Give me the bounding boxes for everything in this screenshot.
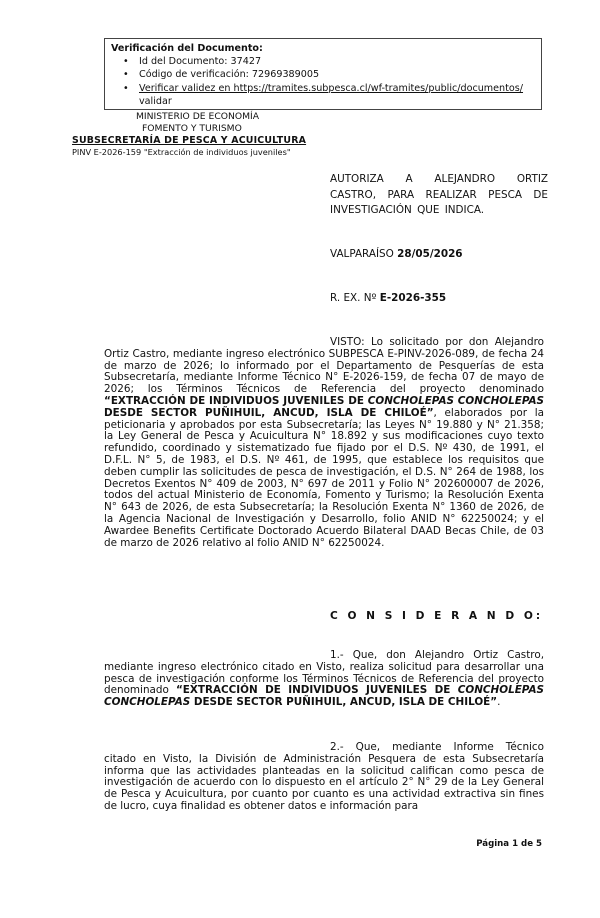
c1-title-c: DESDE SECTOR PUÑIHUIL, ANCUD, ISLA DE CHILOÉ”: [190, 696, 498, 709]
visto-paragraph: [104, 337, 544, 549]
verification-link[interactable]: • Verificar validez en https://tramites.subpesca.cl/wf-tramites/public/documentos/: [139, 82, 541, 95]
verification-item-code: • Código de verificación: 72969389005: [139, 68, 541, 81]
considerando-heading: C O N S I D E R A N D O:: [330, 610, 544, 622]
visto-text-2: , elaborados por la peticionaria y aprobados por esta Subsecretaría; las Leyes N° 19.880 y N° 21.358; la Ley General de Pesca y Acuicultura N° 18.892 y sus modificaciones cuyo texto refundido, coordinado y sistematizado fue fijado por el D.S. Nº 430, de 1991, el D.F.L. N° 5, de 1983, el D.S. Nº 461, de 1995, que establece los requisitos que deben cumplir las solicitudes de pesca de investigación, el D.S. N° 264 de 1988, los Decretos Exentos N° 409 de 2003, N° 697 de 2011 y Folio N° 202600007 de 2026, todos del actual Ministerio de Economía, Fomento y Turismo; la Resolución Exenta N° 643 de 2026, de esta Subsecretaría; la Resolución Exenta N° 1360 de 2026, de la Agencia Nacional de Investigación y Desarrollo, folio ANID N° 62250024; y el Awardee Benefits Certificate Doctorado Acuerdo Bilateral DAAD Becas Chile, de 03 de marzo de 2026 relativo al folio ANID N° 62250024.: [104, 406, 544, 549]
visto-project-title-c: DESDE SECTOR PUÑIHUIL, ANCUD, ISLA DE CHILOÉ”: [104, 406, 434, 419]
ministry-line-2: FOMENTO Y TURISMO: [142, 123, 242, 135]
page-number: Página 1 de 5: [476, 839, 542, 849]
verification-item-id: • Id del Documento: 37427: [139, 55, 541, 68]
place-date: [330, 248, 463, 260]
considerando-2: [104, 742, 544, 813]
verification-title: Verificación del Documento:: [111, 43, 263, 54]
visto-project-species: CONCHOLEPAS CONCHOLEPAS: [367, 394, 545, 407]
verification-box: [104, 38, 542, 110]
autoriza-summary: AUTORIZA A ALEJANDRO ORTIZ CASTRO, PARA REALIZAR PESCA DE INVESTIGACIÓN QUE INDICA.: [330, 173, 548, 216]
reference-line: PINV E-2026-159 "Extracción de individuos juveniles": [72, 147, 291, 157]
resolution-number: [330, 292, 446, 304]
visto-text-1: VISTO: Lo solicitado por don Alejandro Ortiz Castro, mediante ingreso electrónico SUBPESCA E-PINV-2026-089, de fecha 24 de marzo de 2026; lo informado por el Departamento de Pesquerías de esta Subsecretaría, mediante Informe Técnico N° E-2026-159, de fecha 07 de mayo de 2026; los Términos Técnicos de Referencia del proyecto denominado: [104, 336, 544, 396]
c1-end: .: [497, 696, 501, 709]
resolution-prefix: R. EX. Nº: [330, 292, 377, 304]
verification-link-continued[interactable]: validar: [139, 95, 172, 107]
date: 28/05/2026: [397, 248, 463, 260]
visto-project-title-a: “EXTRACCIÓN DE INDIVIDUOS JUVENILES DE: [104, 394, 368, 407]
ministry-header: [136, 111, 259, 136]
ministry-line-1: MINISTERIO DE ECONOMÍA: [136, 111, 259, 122]
verification-list: [111, 55, 541, 95]
considerando-1: [104, 650, 544, 709]
c2-text: 2.- Que, mediante Informe Técnico citado en Visto, la División de Administración Pesquera de esta Subsecretaría informa que las actividades planteadas en la solicitud califican como pesca de investigación de acuerdo con lo dispuesto en el artículo 2° N° 29 de la Ley General de Pesca y Acuicultura, por cuanto por cuanto es una actividad extractiva sin fines de lucro, cuya finalidad es obtener datos e información para: [104, 741, 544, 812]
place: VALPARAÍSO: [330, 248, 394, 260]
subsecretaria-title: SUBSECRETARÍA DE PESCA Y ACUICULTURA: [72, 135, 307, 146]
resolution-code: E-2026-355: [379, 292, 447, 304]
c1-title-a: “EXTRACCIÓN DE INDIVIDUOS JUVENILES DE: [175, 684, 458, 697]
c1-text: 1.- Que, don Alejandro Ortiz Castro, mediante ingreso electrónico citado en Visto, realiza solicitud para desarrollar una pesca de investigación conforme los Términos Técnicos de Referencia del proyecto denominado: [104, 649, 544, 697]
c1-species: CONCHOLEPAS CONCHOLEPAS: [104, 684, 544, 709]
